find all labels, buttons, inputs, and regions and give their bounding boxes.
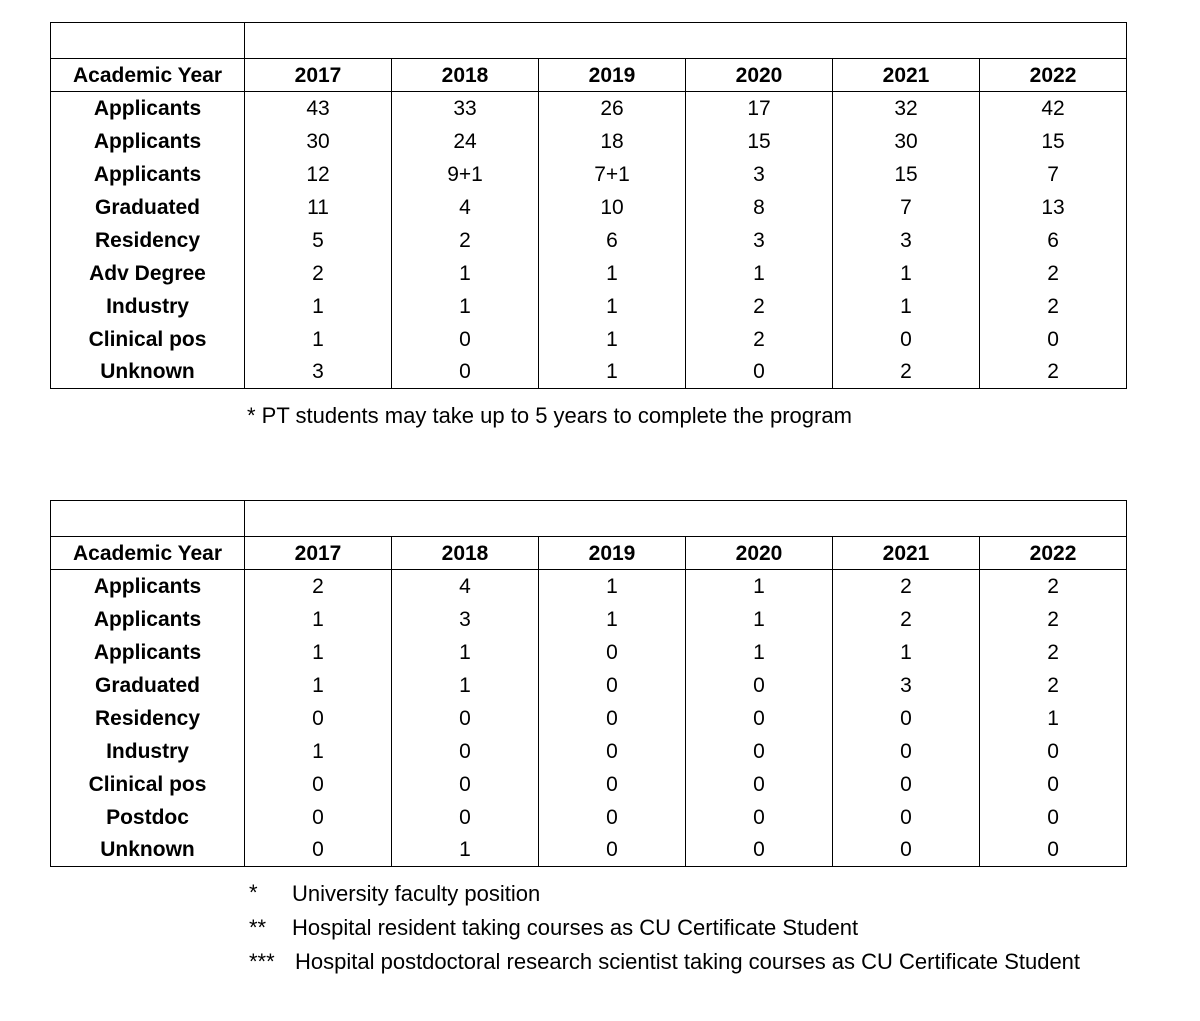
value-cell: 0 (392, 768, 539, 801)
footnote-mark: ** (249, 915, 267, 940)
value-cell: 0 (686, 834, 833, 867)
blank-cell (245, 23, 1127, 59)
value-cell: 1 (245, 603, 392, 636)
value-cell: 0 (539, 834, 686, 867)
year-header-cell: 2021 (833, 59, 980, 92)
value-cell: 2 (392, 224, 539, 257)
row-label: Clinical pos (51, 768, 245, 801)
table-blank-row (51, 501, 1127, 537)
value-cell: 13 (980, 191, 1127, 224)
value-cell: 3 (686, 158, 833, 191)
table-row (51, 158, 1127, 191)
table-row (51, 570, 1127, 603)
value-cell: 2 (980, 356, 1127, 389)
value-cell: 1 (245, 636, 392, 669)
row-label: Graduated (51, 669, 245, 702)
value-cell: 33 (392, 92, 539, 125)
value-cell: 1 (539, 257, 686, 290)
row-label: Applicants (51, 92, 245, 125)
blank-cell (245, 501, 1127, 537)
value-cell: 15 (686, 125, 833, 158)
outcomes-table-1 (50, 22, 1127, 389)
value-cell: 0 (539, 636, 686, 669)
value-cell: 2 (686, 323, 833, 356)
value-cell: 0 (980, 323, 1127, 356)
value-cell: 0 (686, 801, 833, 834)
row-label: Applicants (51, 125, 245, 158)
value-cell: 0 (392, 323, 539, 356)
value-cell: 0 (539, 768, 686, 801)
row-label: Clinical pos (51, 323, 245, 356)
value-cell: 32 (833, 92, 980, 125)
value-cell: 1 (980, 702, 1127, 735)
row-label: Applicants (51, 603, 245, 636)
value-cell: 0 (980, 768, 1127, 801)
year-header-cell: 2020 (686, 537, 833, 570)
value-cell: 15 (833, 158, 980, 191)
row-label: Residency (51, 224, 245, 257)
value-cell: 0 (245, 834, 392, 867)
value-cell: 1 (539, 290, 686, 323)
table-row (51, 290, 1127, 323)
value-cell: 0 (539, 669, 686, 702)
year-header-cell: 2019 (539, 537, 686, 570)
value-cell: 2 (980, 570, 1127, 603)
value-cell: 2 (245, 570, 392, 603)
blank-cell (51, 501, 245, 537)
row-label: Unknown (51, 834, 245, 867)
value-cell: 0 (833, 768, 980, 801)
value-cell: 1 (392, 290, 539, 323)
year-header-cell: 2017 (245, 537, 392, 570)
outcomes-table-2 (50, 500, 1127, 867)
value-cell: 0 (392, 735, 539, 768)
value-cell: 2 (980, 636, 1127, 669)
value-cell: 0 (980, 735, 1127, 768)
value-cell: 0 (245, 768, 392, 801)
value-cell: 1 (392, 669, 539, 702)
value-cell: 3 (392, 603, 539, 636)
year-header-cell: 2018 (392, 59, 539, 92)
blank-cell (51, 23, 245, 59)
table-row (51, 603, 1127, 636)
value-cell: 10 (539, 191, 686, 224)
footnote-mark: *** (249, 949, 275, 974)
row-label: Industry (51, 735, 245, 768)
value-cell: 0 (392, 356, 539, 389)
table2-body (51, 501, 1127, 867)
table-row (51, 191, 1127, 224)
table-row (51, 257, 1127, 290)
value-cell: 1 (833, 257, 980, 290)
value-cell: 1 (539, 356, 686, 389)
header-label: Academic Year (51, 537, 245, 570)
value-cell: 0 (686, 768, 833, 801)
value-cell: 2 (980, 603, 1127, 636)
table-row (51, 768, 1127, 801)
header-label: Academic Year (51, 59, 245, 92)
year-header-cell: 2019 (539, 59, 686, 92)
table1-body (51, 23, 1127, 389)
value-cell: 0 (980, 801, 1127, 834)
value-cell: 1 (392, 636, 539, 669)
value-cell: 0 (833, 834, 980, 867)
year-header-cell: 2022 (980, 59, 1127, 92)
value-cell: 11 (245, 191, 392, 224)
value-cell: 1 (833, 290, 980, 323)
value-cell: 0 (392, 801, 539, 834)
value-cell: 6 (980, 224, 1127, 257)
row-label: Applicants (51, 636, 245, 669)
value-cell: 0 (539, 801, 686, 834)
value-cell: 2 (833, 356, 980, 389)
value-cell: 4 (392, 570, 539, 603)
value-cell: 0 (686, 702, 833, 735)
value-cell: 0 (392, 702, 539, 735)
value-cell: 0 (245, 702, 392, 735)
value-cell: 2 (980, 290, 1127, 323)
row-label: Applicants (51, 158, 245, 191)
value-cell: 1 (686, 603, 833, 636)
value-cell: 1 (392, 834, 539, 867)
value-cell: 1 (245, 669, 392, 702)
value-cell: 8 (686, 191, 833, 224)
value-cell: 1 (392, 257, 539, 290)
value-cell: 2 (245, 257, 392, 290)
row-label: Graduated (51, 191, 245, 224)
table-row (51, 356, 1127, 389)
value-cell: 17 (686, 92, 833, 125)
value-cell: 1 (539, 570, 686, 603)
table-header-row (51, 59, 1127, 92)
value-cell: 5 (245, 224, 392, 257)
row-label: Unknown (51, 356, 245, 389)
row-label: Postdoc (51, 801, 245, 834)
value-cell: 24 (392, 125, 539, 158)
row-label: Adv Degree (51, 257, 245, 290)
row-label: Applicants (51, 570, 245, 603)
year-header-cell: 2020 (686, 59, 833, 92)
value-cell: 42 (980, 92, 1127, 125)
table1-note: * PT students may take up to 5 years to complete the program (247, 403, 852, 428)
value-cell: 1 (833, 636, 980, 669)
table-row (51, 125, 1127, 158)
table-row (51, 834, 1127, 867)
value-cell: 3 (833, 669, 980, 702)
value-cell: 0 (539, 702, 686, 735)
value-cell: 1 (539, 603, 686, 636)
value-cell: 1 (686, 257, 833, 290)
value-cell: 0 (686, 669, 833, 702)
table-row (51, 323, 1127, 356)
value-cell: 0 (833, 702, 980, 735)
year-header-cell: 2022 (980, 537, 1127, 570)
table-header-row (51, 537, 1127, 570)
year-header-cell: 2018 (392, 537, 539, 570)
value-cell: 0 (833, 801, 980, 834)
value-cell: 2 (833, 603, 980, 636)
table-row (51, 636, 1127, 669)
value-cell: 9+1 (392, 158, 539, 191)
value-cell: 7 (833, 191, 980, 224)
row-label: Industry (51, 290, 245, 323)
value-cell: 2 (833, 570, 980, 603)
value-cell: 0 (539, 735, 686, 768)
value-cell: 0 (833, 735, 980, 768)
year-header-cell: 2021 (833, 537, 980, 570)
table-row (51, 92, 1127, 125)
year-header-cell: 2017 (245, 59, 392, 92)
footnote-mark: * (249, 880, 258, 905)
value-cell: 2 (980, 257, 1127, 290)
value-cell: 6 (539, 224, 686, 257)
value-cell: 26 (539, 92, 686, 125)
row-label: Residency (51, 702, 245, 735)
value-cell: 30 (833, 125, 980, 158)
table-row (51, 702, 1127, 735)
table-row (51, 801, 1127, 834)
value-cell: 15 (980, 125, 1127, 158)
value-cell: 1 (686, 570, 833, 603)
value-cell: 0 (833, 323, 980, 356)
footnote-text: University faculty position (292, 881, 541, 906)
value-cell: 2 (686, 290, 833, 323)
value-cell: 1 (539, 323, 686, 356)
value-cell: 43 (245, 92, 392, 125)
value-cell: 7+1 (539, 158, 686, 191)
value-cell: 1 (245, 290, 392, 323)
footnote-text: Hospital resident taking courses as CU Certificate Student (292, 915, 859, 940)
value-cell: 12 (245, 158, 392, 191)
value-cell: 1 (686, 636, 833, 669)
value-cell: 3 (245, 356, 392, 389)
value-cell: 0 (245, 801, 392, 834)
value-cell: 3 (686, 224, 833, 257)
value-cell: 0 (686, 735, 833, 768)
table-row (51, 735, 1127, 768)
value-cell: 1 (245, 735, 392, 768)
value-cell: 3 (833, 224, 980, 257)
value-cell: 1 (245, 323, 392, 356)
table-row (51, 224, 1127, 257)
value-cell: 30 (245, 125, 392, 158)
footnote-text: Hospital postdoctoral research scientist taking courses as CU Certificate Student (295, 949, 1081, 974)
value-cell: 0 (686, 356, 833, 389)
value-cell: 2 (980, 669, 1127, 702)
value-cell: 0 (980, 834, 1127, 867)
value-cell: 18 (539, 125, 686, 158)
table-row (51, 669, 1127, 702)
value-cell: 7 (980, 158, 1127, 191)
value-cell: 4 (392, 191, 539, 224)
table-blank-row (51, 23, 1127, 59)
